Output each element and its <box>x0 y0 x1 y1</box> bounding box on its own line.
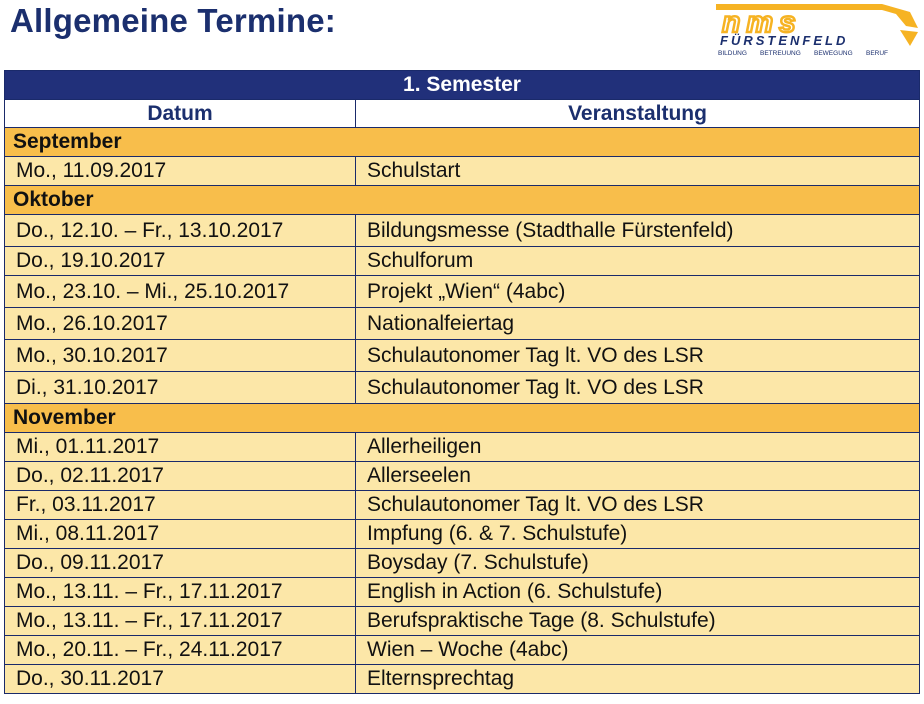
table-row <box>5 549 920 578</box>
logo-main-text: nms <box>722 6 802 39</box>
date-cell: Do., 19.10.2017 <box>5 247 356 276</box>
logo-tagline-2: BETREUUNG <box>760 50 801 57</box>
event-cell: English in Action (6. Schulstufe) <box>356 578 920 607</box>
table-row <box>5 636 920 665</box>
table-row <box>5 578 920 607</box>
event-cell: Schulstart <box>356 157 920 186</box>
semester-title: 1. Semester <box>5 71 920 100</box>
month-label: Oktober <box>5 186 920 215</box>
date-cell: Mi., 01.11.2017 <box>5 433 356 462</box>
event-cell: Projekt „Wien“ (4abc) <box>356 276 920 308</box>
date-cell: Mo., 30.10.2017 <box>5 340 356 372</box>
school-logo <box>714 2 920 58</box>
column-header-row <box>5 100 920 128</box>
date-cell: Mo., 13.11. – Fr., 17.11.2017 <box>5 607 356 636</box>
month-label: November <box>5 404 920 433</box>
date-cell: Mi., 08.11.2017 <box>5 520 356 549</box>
date-cell: Mo., 13.11. – Fr., 17.11.2017 <box>5 578 356 607</box>
table-row <box>5 340 920 372</box>
table-row <box>5 520 920 549</box>
table-row <box>5 308 920 340</box>
table-row <box>5 665 920 694</box>
event-cell: Boysday (7. Schulstufe) <box>356 549 920 578</box>
logo-arrow-shape <box>900 30 918 46</box>
logo-tagline-4: BERUF <box>866 50 889 57</box>
semester-row <box>5 71 920 100</box>
date-cell: Mo., 20.11. – Fr., 24.11.2017 <box>5 636 356 665</box>
table-row <box>5 157 920 186</box>
logo-tagline-1: BILDUNG <box>718 50 747 57</box>
event-cell: Schulautonomer Tag lt. VO des LSR <box>356 491 920 520</box>
table-row <box>5 607 920 636</box>
date-cell: Do., 12.10. – Fr., 13.10.2017 <box>5 215 356 247</box>
month-row-september <box>5 128 920 157</box>
month-label: September <box>5 128 920 157</box>
event-cell: Schulautonomer Tag lt. VO des LSR <box>356 340 920 372</box>
event-cell: Allerheiligen <box>356 433 920 462</box>
table-row <box>5 491 920 520</box>
event-cell: Allerseelen <box>356 462 920 491</box>
date-cell: Fr., 03.11.2017 <box>5 491 356 520</box>
event-cell: Elternsprechtag <box>356 665 920 694</box>
date-cell: Do., 09.11.2017 <box>5 549 356 578</box>
month-row-oktober <box>5 186 920 215</box>
page-title: Allgemeine Termine: <box>10 2 336 39</box>
logo-sub-text: FÜRSTENFELD <box>720 33 849 48</box>
table-row <box>5 433 920 462</box>
table-row <box>5 276 920 308</box>
column-header-veranstaltung: Veranstaltung <box>356 100 920 128</box>
date-cell: Do., 02.11.2017 <box>5 462 356 491</box>
logo-tagline-3: BEWEGUNG <box>814 50 853 57</box>
date-cell: Mo., 23.10. – Mi., 25.10.2017 <box>5 276 356 308</box>
table-row <box>5 372 920 404</box>
table-row <box>5 215 920 247</box>
event-cell: Wien – Woche (4abc) <box>356 636 920 665</box>
schedule-table <box>4 70 920 694</box>
date-cell: Mo., 26.10.2017 <box>5 308 356 340</box>
date-cell: Mo., 11.09.2017 <box>5 157 356 186</box>
event-cell: Nationalfeiertag <box>356 308 920 340</box>
date-cell: Do., 30.11.2017 <box>5 665 356 694</box>
column-header-datum: Datum <box>5 100 356 128</box>
table-row <box>5 462 920 491</box>
date-cell: Di., 31.10.2017 <box>5 372 356 404</box>
month-row-november <box>5 404 920 433</box>
event-cell: Bildungsmesse (Stadthalle Fürstenfeld) <box>356 215 920 247</box>
event-cell: Schulforum <box>356 247 920 276</box>
event-cell: Schulautonomer Tag lt. VO des LSR <box>356 372 920 404</box>
event-cell: Berufspraktische Tage (8. Schulstufe) <box>356 607 920 636</box>
table-row <box>5 247 920 276</box>
event-cell: Impfung (6. & 7. Schulstufe) <box>356 520 920 549</box>
